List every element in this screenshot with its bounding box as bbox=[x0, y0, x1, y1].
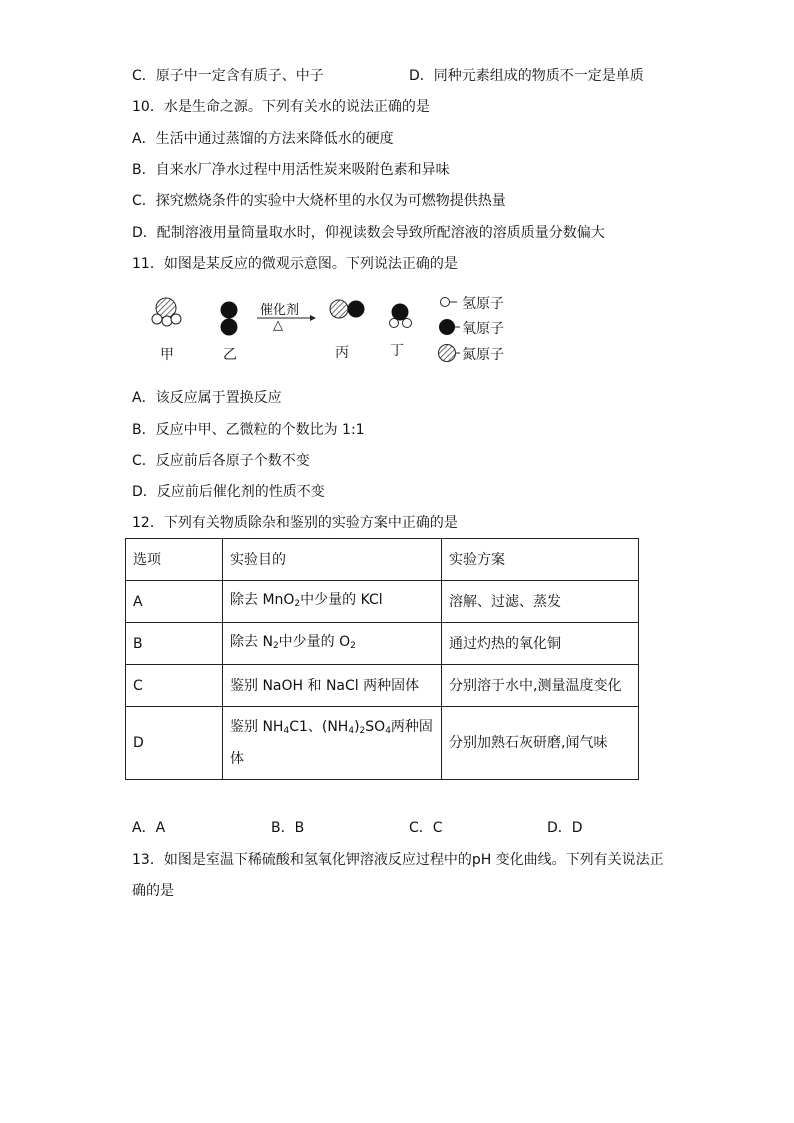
table-cell-option: C bbox=[126, 665, 223, 707]
molecule-jia bbox=[152, 298, 181, 326]
table-row bbox=[126, 581, 639, 623]
table-cell-plan: 分别溶于水中,测量温度变化 bbox=[442, 665, 639, 707]
table-row bbox=[126, 665, 639, 707]
table-header: 实验方案 bbox=[442, 539, 639, 581]
table-cell-plan: 溶解、过滤、蒸发 bbox=[442, 581, 639, 623]
table-header: 实验目的 bbox=[223, 539, 442, 581]
q12-answer-a: A．A bbox=[132, 820, 166, 836]
q10-stem: 10．水是生命之源。下列有关水的说法正确的是 bbox=[132, 99, 430, 115]
label-ding: 丁 bbox=[390, 343, 404, 359]
q12-answer-c: C．C bbox=[409, 820, 443, 836]
table-cell-purpose: 鉴别 $NH_4C1$、$(NH_4)_2SO_4$两种固 体 bbox=[223, 707, 442, 780]
q10-option-b: B．自来水厂净水过程中用活性炭来吸附色素和异味 bbox=[132, 162, 450, 178]
table-header-row bbox=[126, 539, 639, 581]
experiment-table bbox=[125, 538, 639, 780]
table-row bbox=[126, 707, 639, 780]
table-cell-option: B bbox=[126, 623, 223, 665]
table-cell-option: D bbox=[126, 707, 223, 780]
q10-option-d: D．配制溶液用量筒量取水时，仰视读数会导致所配溶液的溶质质量分数偏大 bbox=[132, 225, 605, 241]
legend bbox=[439, 298, 461, 362]
molecule-yi bbox=[221, 302, 238, 336]
q9-option-c: C．原子中一定含有质子、中子 bbox=[132, 68, 324, 84]
table-cell-plan: 分别加熟石灰研磨,闻气味 bbox=[442, 707, 639, 780]
q11-option-d: D．反应前后催化剂的性质不变 bbox=[132, 484, 325, 500]
q11-option-c: C．反应前后各原子个数不变 bbox=[132, 453, 310, 469]
legend-hydrogen: 氢原子 bbox=[462, 296, 504, 312]
q9-option-d: D．同种元素组成的物质不一定是单质 bbox=[409, 68, 644, 84]
q10-option-a: A．生活中通过蒸馏的方法来降低水的硬度 bbox=[132, 131, 394, 147]
q12-stem: 12．下列有关物质除杂和鉴别的实验方案中正确的是 bbox=[132, 515, 458, 531]
label-yi: 乙 bbox=[223, 347, 237, 363]
q11-stem: 11．如图是某反应的微观示意图。下列说法正确的是 bbox=[132, 256, 458, 272]
table-cell-plan: 通过灼热的氧化铜 bbox=[442, 623, 639, 665]
legend-nitrogen: 氮原子 bbox=[462, 347, 504, 363]
table-cell-purpose: 除去 MnO$_2$中少量的 KCl bbox=[223, 581, 442, 623]
table-header: 选项 bbox=[126, 539, 223, 581]
q11-option-b: B．反应中甲、乙微粒的个数比为 1:1 bbox=[132, 422, 365, 438]
reaction-diagram bbox=[140, 290, 560, 384]
molecule-bing bbox=[330, 300, 365, 318]
arrow-heat-label: △ bbox=[273, 318, 283, 333]
label-jia: 甲 bbox=[160, 347, 174, 363]
table-row bbox=[126, 623, 639, 665]
legend-oxygen: 氧原子 bbox=[462, 321, 504, 337]
molecule-ding bbox=[390, 304, 412, 328]
q13-stem-line2: 确的是 bbox=[132, 883, 174, 899]
table-cell-option: A bbox=[126, 581, 223, 623]
table-cell-purpose: 鉴别 NaOH 和 NaCl 两种固体 bbox=[223, 665, 442, 707]
q12-answer-b: B．B bbox=[271, 820, 305, 836]
arrow-catalyst-label: 催化剂 bbox=[260, 303, 300, 318]
table-cell-purpose: 除去 $N_2$中少量的 $O_2$ bbox=[223, 623, 442, 665]
q10-option-c: C．探究燃烧条件的实验中大烧杯里的水仅为可燃物提供热量 bbox=[132, 193, 506, 209]
q12-answer-d: D．D bbox=[547, 820, 583, 836]
q11-option-a: A．该反应属于置换反应 bbox=[132, 390, 282, 406]
label-bing: 丙 bbox=[335, 345, 349, 361]
q13-stem-line1: 13．如图是室温下稀硫酸和氢氧化钾溶液反应过程中的pH 变化曲线。下列有关说法正 bbox=[132, 852, 664, 868]
